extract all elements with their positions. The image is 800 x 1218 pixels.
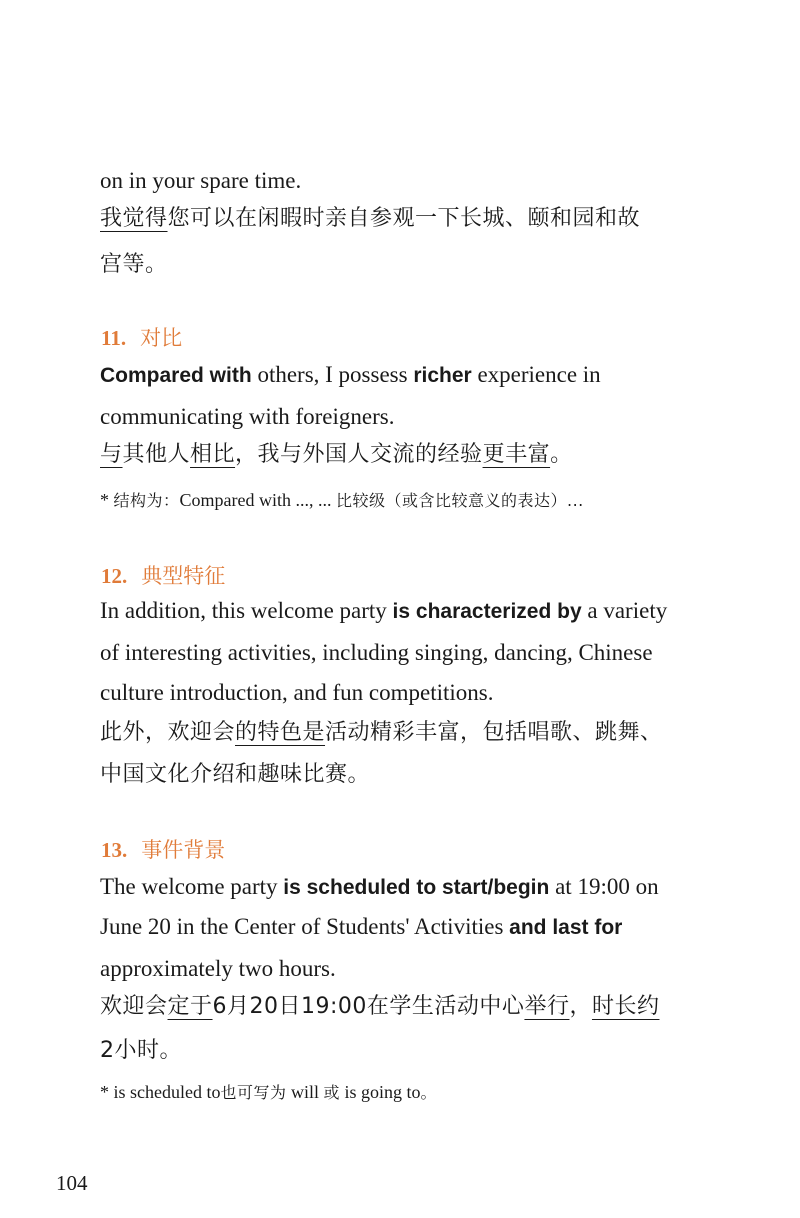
section-13-heading: 13. 事件背景 xyxy=(101,838,226,862)
section-11-heading: 11. 对比 xyxy=(101,326,183,350)
section-13-zh-line-2: 2小时。 xyxy=(100,1038,182,1063)
intro-zh-line-2: 宫等。 xyxy=(100,252,168,277)
section-11-en-line-1: Compared with others, I possess richer experience in xyxy=(100,362,601,387)
section-13-note: * is scheduled to也可写为 will 或 is going to。 xyxy=(100,1082,438,1102)
section-11-en-line-2: communicating with foreigners. xyxy=(100,404,395,429)
section-11-note: * 结构为：Compared with ..., ... 比较级（或含比较意义的表达）... xyxy=(100,490,584,510)
section-13-en-line-3: approximately two hours. xyxy=(100,956,336,981)
section-12-heading: 12. 典型特征 xyxy=(101,564,226,588)
section-13-en-line-2: June 20 in the Center of Students' Activities and last for xyxy=(100,914,623,939)
page-number: 104 xyxy=(56,1171,88,1195)
section-12-zh-line-2: 中国文化介绍和趣味比赛。 xyxy=(100,762,371,787)
section-12-en-line-3: culture introduction, and fun competitions. xyxy=(100,680,494,705)
section-13-zh-line-1: 欢迎会定于6月20日19:00在学生活动中心举行，时长约 xyxy=(100,994,660,1019)
intro-zh-line-1: 我觉得您可以在闲暇时亲自参观一下长城、颐和园和故 xyxy=(100,206,641,231)
section-12-en-line-2: of interesting activities, including singing, dancing, Chinese xyxy=(100,640,653,665)
section-12-zh-line-1: 此外，欢迎会的特色是活动精彩丰富，包括唱歌、跳舞、 xyxy=(100,720,663,745)
section-12-en-line-1: In addition, this welcome party is characterized by a variety xyxy=(100,598,668,623)
section-11-zh-line: 与其他人相比，我与外国人交流的经验更丰富。 xyxy=(100,442,573,467)
section-13-en-line-1: The welcome party is scheduled to start/begin at 19:00 on xyxy=(100,874,659,899)
intro-en-line: on in your spare time. xyxy=(100,168,302,193)
